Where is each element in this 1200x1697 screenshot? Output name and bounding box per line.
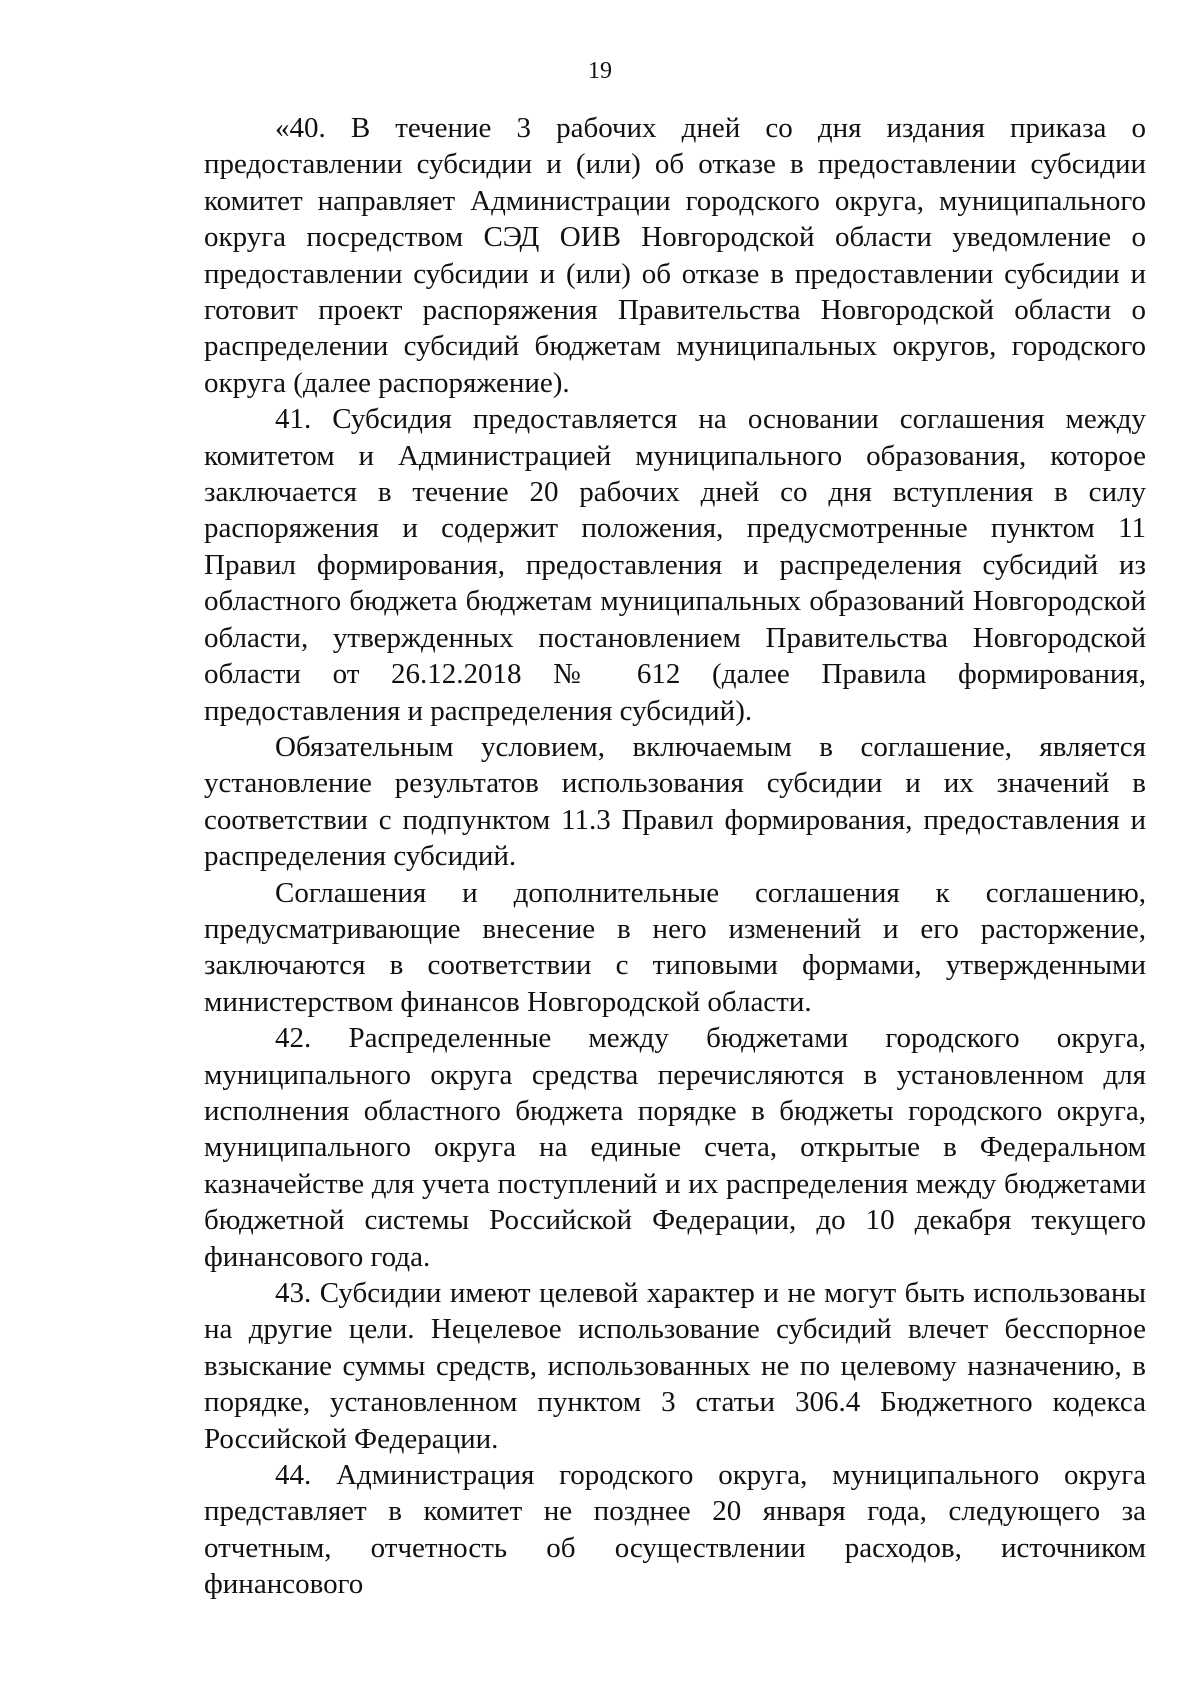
paragraph-44: 44. Администрация городского округа, муниципального округа представляет в комитет не позднее 20 января года, следующего за отчетным, отчетность об осуществлении расходов, источником финансового [204,1459,1146,1601]
document-body [204,110,1146,1603]
paragraph-41-mandatory-condition: Обязательным условием, включаемым в соглашение, является установление результатов использования субсидии и их значений в соответствии с подпунктом 11.3 Правил формирования, предоставления и распределения субсидий. [204,730,1146,873]
paragraph-41: 41. Субсидия предоставляется на основании соглашения между комитетом и Администрацией муниципального образования, которое заключается в течение 20 рабочих дней со дня вступления в силу распоряжения и содержит положения, предусмотренные пунктом 11 Правил формирования, предоставления и распределения субсидий из областного бюджета бюджетам муниципальных образований Новгородской области, утвержденных постановлением Правительства Новгородской области от 26.12.2018 № 612 (далее Правила формирования, предоставления и распределения субсидий). [204,403,1146,727]
paragraph-41-agreements: Соглашения и дополнительные соглашения к соглашению, предусматривающие внесение в него изменений и его расторжение, заключаются в соответствии с типовыми формами, утвержденными министерством финансов Новгородской области. [204,876,1146,1018]
paragraph-40: «40. В течение 3 рабочих дней со дня издания приказа о предоставлении субсидии и (или) об отказе в предоставлении субсидии комитет направляет Администрации городского округа, муниципального округа посредством СЭД ОИВ Новгородской области уведомление о предоставлении субсидии и (или) об отказе в предоставлении субсидии и готовит проект распоряжения Правительства Новгородской области о распределении субсидий бюджетам муниципальных округов, городского округа (далее распоряжение). [204,112,1146,399]
paragraph-43: 43. Субсидии имеют целевой характер и не могут быть использованы на другие цели. Нецелевое использование субсидий влечет бесспорное взыскание суммы средств, использованных не по целевому назначению, в порядке, установленном пунктом 3 статьи 306.4 Бюджетного кодекса Российской Федерации. [204,1277,1146,1455]
paragraph-42: 42. Распределенные между бюджетами городского округа, муниципального округа средства перечисляются в установленном для исполнения областного бюджета порядке в бюджеты городского округа, муниципального округа на единые счета, открытые в Федеральном казначействе для учета поступлений и их распределения между бюджетами бюджетной системы Российской Федерации, до 10 декабря текущего финансового года. [204,1022,1146,1273]
page-number: 19 [588,58,612,84]
